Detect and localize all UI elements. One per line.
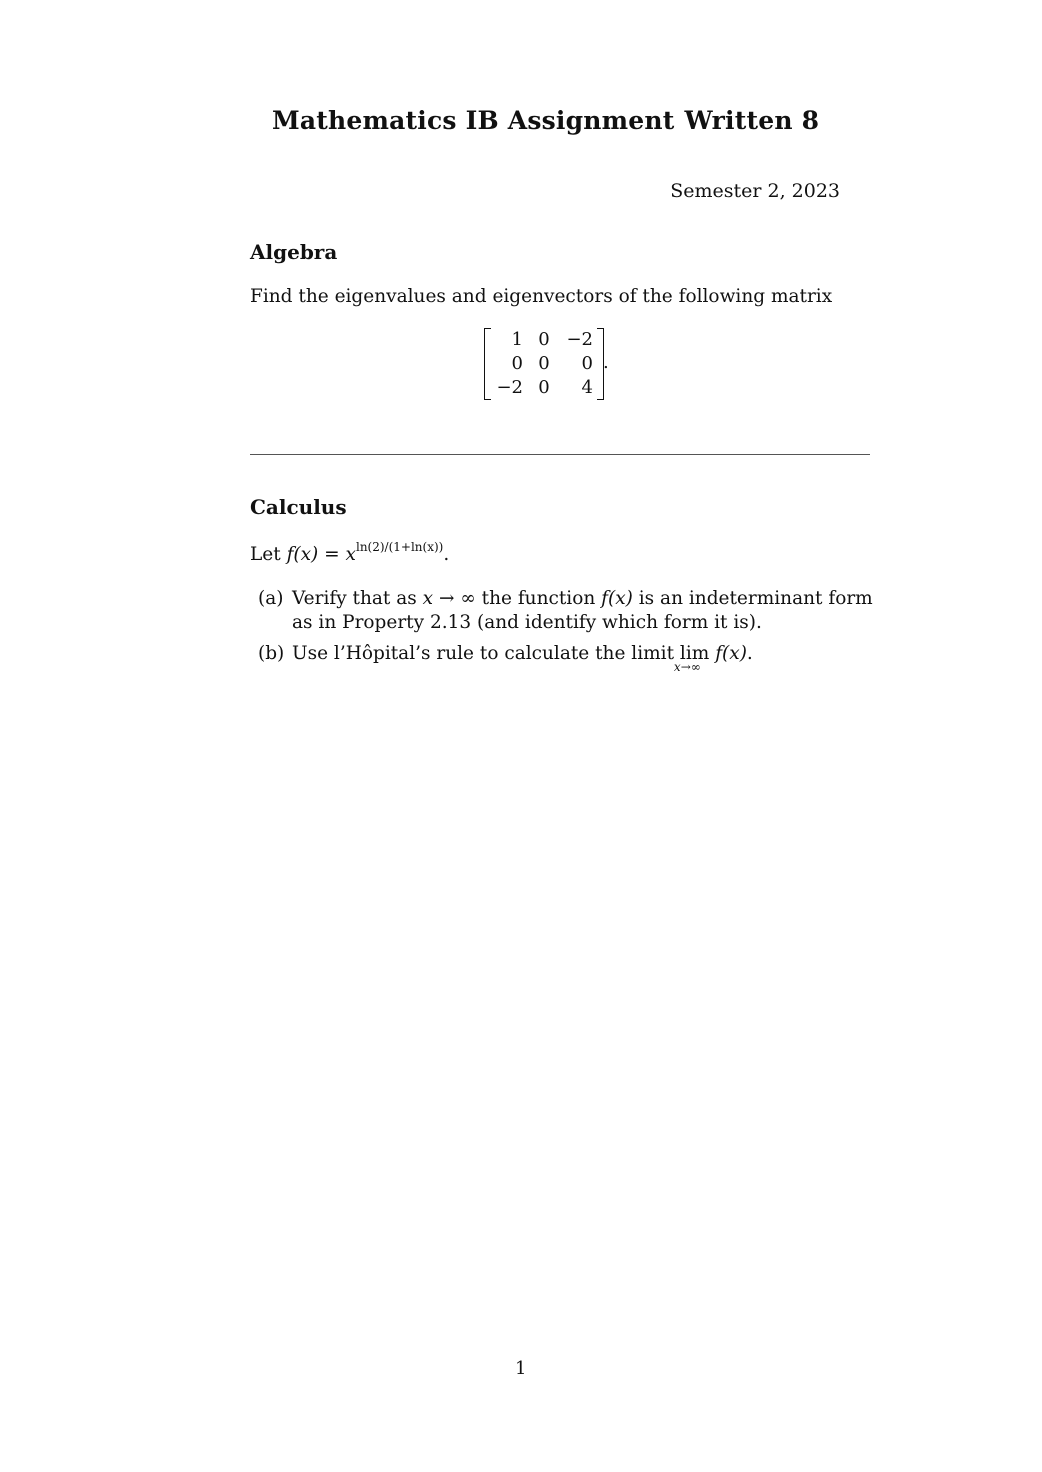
function-definition [250, 540, 449, 565]
limit-word: lim [679, 643, 710, 664]
item-a-text-3: is an indeterminant form [632, 588, 873, 609]
item-b-text: Use l’Hôpital’s rule to calculate the limit [292, 643, 680, 664]
matrix-period: . [603, 352, 609, 373]
matrix-cell: 0 [538, 329, 550, 350]
item-a-math: x → ∞ [422, 588, 476, 609]
definition-fx: f(x) = x [286, 544, 356, 565]
list-item-b [258, 643, 753, 674]
matrix-cell: 4 [581, 377, 593, 398]
document-title [272, 106, 819, 135]
item-a-fx: f(x) [601, 588, 633, 609]
item-b-fx: f(x) [715, 643, 747, 664]
list-item-a-continuation [258, 612, 762, 633]
matrix-cell: 0 [511, 353, 523, 374]
list-item-a [258, 588, 873, 609]
matrix-cell: 1 [511, 329, 523, 350]
definition-end: . [443, 544, 450, 565]
matrix [484, 328, 604, 400]
calculus-heading: Calculus [250, 495, 347, 519]
title-course: Mathematics IB Assignment [272, 106, 675, 135]
algebra-heading: Algebra [250, 240, 338, 264]
limit-subscript: x→∞ [673, 660, 701, 674]
matrix-cell: 0 [581, 353, 593, 374]
matrix-grid [491, 328, 597, 400]
page-number: 1 [515, 1358, 527, 1379]
section-divider [250, 454, 870, 455]
definition-lead: Let [250, 544, 287, 565]
item-a-line-2: as in Property 2.13 (and identify which form it is). [292, 612, 762, 633]
item-a-text-1: Verify that as [292, 588, 423, 609]
title-assignment: Written 8 [684, 106, 820, 135]
item-label: (b) [258, 643, 285, 664]
item-label: (a) [258, 588, 284, 609]
matrix-cell: 0 [538, 353, 550, 374]
limit-operator [673, 643, 710, 674]
matrix-left-bracket [484, 328, 491, 400]
matrix-cell: −2 [566, 329, 593, 350]
algebra-prompt: Find the eigenvalues and eigenvectors of the following matrix [250, 286, 833, 307]
matrix-cell: 0 [538, 377, 550, 398]
semester-label: Semester 2, 2023 [670, 180, 840, 202]
definition-exponent: ln(2)/(1+ln(x)) [355, 540, 444, 554]
item-b-end: . [746, 643, 753, 664]
item-a-text-2: the function [475, 588, 602, 609]
matrix-cell: −2 [496, 377, 523, 398]
